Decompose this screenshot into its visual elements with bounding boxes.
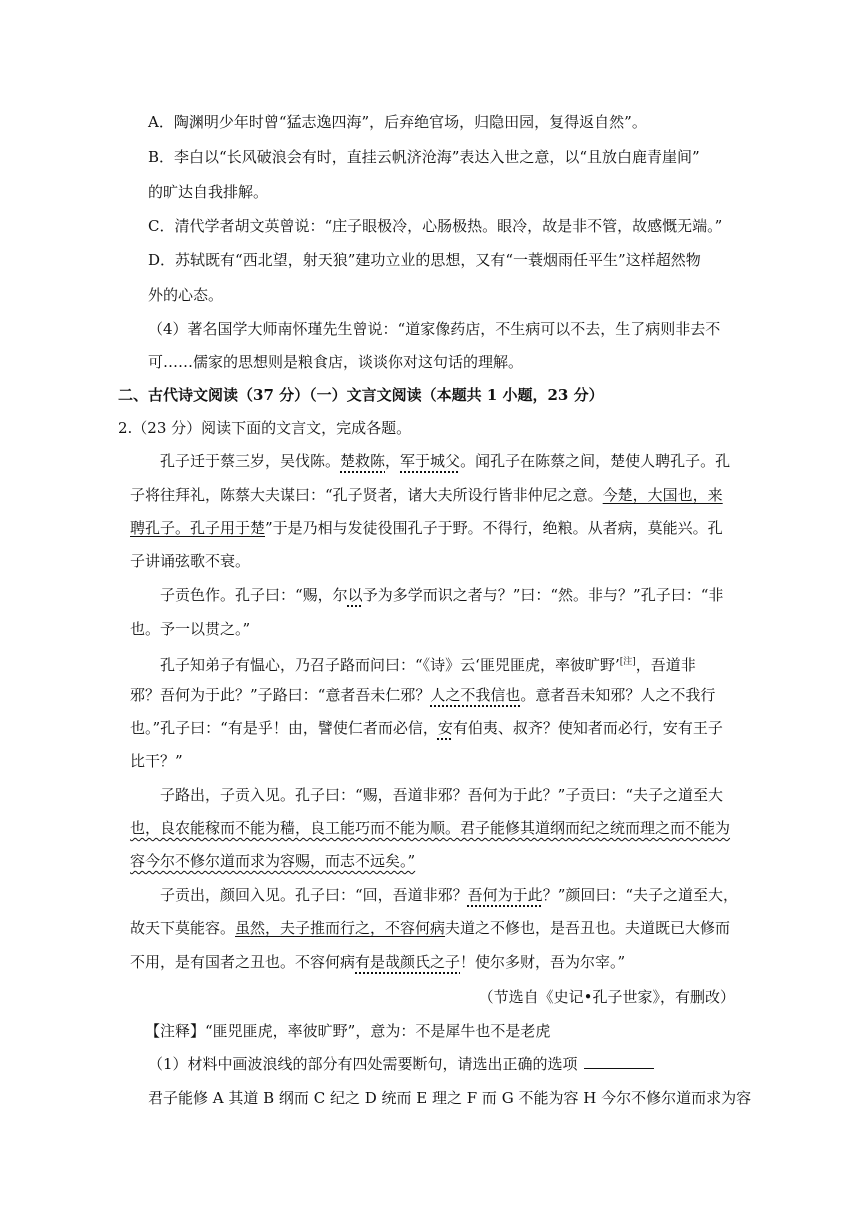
option-b-line1: B．李白以“长风破浪会有时，直挂云帆济沧海”表达入世之意，以“且放白鹿青崖间” (148, 148, 700, 166)
q4-line2: 可……儒家的思想则是粮食店，谈谈你对这句话的理解。 (148, 353, 524, 371)
text: 有伯夷、叔齐？使知者而必行，安有王子 (452, 719, 723, 737)
text: 子贡出，颜回入见。孔子曰：“回，吾道非邪？ (160, 886, 468, 904)
passage-p1-line3 (130, 518, 860, 538)
text: ！使尔多财，吾为尔宰。” (460, 953, 626, 971)
text: 孔子知弟子有愠心，乃召子路而问曰：“《诗》云‘匪兕匪虎，率彼旷野’ (160, 656, 620, 674)
text: 故天下莫能容。 (130, 919, 236, 937)
passage-p1-line1 (160, 451, 860, 471)
text: 。闻孔子在陈蔡之间，楚使人聘孔子。孔 (460, 452, 731, 470)
passage-p4-line2: 也，良农能稼而不能为穑，良工能巧而不能为顺。君子能修其道纲而纪之统而理之而不能为 (130, 819, 731, 837)
underlined-sentence: 今楚，大国也，来 (602, 486, 723, 504)
passage-p2-line1 (160, 585, 860, 605)
section-heading: 二、古代诗文阅读（37 分）（一）文言文阅读（本题共 1 小题，23 分） (118, 386, 604, 404)
subquestion-1 (148, 1054, 860, 1074)
underlined-sentence: 聘孔子。孔子用于楚 (130, 519, 266, 537)
passage-p4-line1: 子路出，子贡入见。孔子曰：“赐，吾道非邪？吾何为于此？”子贡曰：“夫子之道至大 (160, 786, 724, 804)
text: 子将往拜礼，陈蔡大夫谋曰：“孔子贤者，诸大夫所设行皆非仲尼之意。 (130, 486, 603, 504)
text: ， (385, 452, 401, 470)
text: 。意者吾未知邪？人之不我行 (520, 686, 716, 704)
passage-p1-line2 (130, 485, 860, 505)
passage-p5-line3 (130, 952, 860, 972)
text: ”于是乃相与发徒役围孔子于野。不得行，绝粮。从者病，莫能兴。孔 (265, 519, 723, 537)
option-c: C．清代学者胡文英曾说：“庄子眼极冷，心肠极热。眼冷，故是非不管，故感慨无端。” (148, 217, 723, 235)
passage-p3-line2 (130, 685, 860, 705)
text: 孔子迁于蔡三岁，吴伐陈。 (160, 452, 341, 470)
passage-p1-line4: 子讲诵弦歌不衰。 (130, 552, 251, 570)
text: 邪？吾何为于此？”子路曰：“意者吾未仁邪？ (130, 686, 431, 704)
question2-intro: 2.（23 分）阅读下面的文言文，完成各题。 (118, 419, 412, 437)
passage-p5-line1 (160, 885, 860, 905)
passage-p5-line2 (130, 918, 860, 938)
dotted-phrase: 人之不我信也 (430, 686, 521, 704)
option-d-line1: D．苏轼既有“西北望，射天狼”建功立业的思想，又有“一蓑烟雨任平生”这样超然物 (148, 251, 701, 269)
text: ？”颜回曰：“夫子之道至大， (542, 886, 739, 904)
option-b-line2: 的旷达自我排解。 (148, 183, 269, 201)
text: 予为多学而识之者与？”曰：“然。非与？”孔子曰：“非 (362, 586, 724, 604)
passage-p3-line3 (130, 718, 860, 738)
passage-p3-line1 (160, 652, 860, 675)
q4-line1: （4）著名国学大师南怀瑾先生曾说：“道家像药店，不生病可以不去，生了病则非去不 (148, 320, 721, 338)
underlined-sentence: 虽然，夫子推而行之，不容何病 (235, 919, 446, 937)
dotted-phrase: 楚救陈 (340, 452, 386, 470)
dotted-phrase: 有是哉颜氏之子 (355, 953, 461, 971)
passage-p2-line2: 也。予一以贯之。” (130, 620, 251, 638)
text: 不用，是有国者之丑也。不容何病 (130, 953, 356, 971)
dotted-word: 安 (437, 719, 453, 737)
answer-blank[interactable] (584, 1054, 654, 1069)
dotted-phrase: 军于城父 (400, 452, 461, 470)
subquestion-1-options: 君子能修 A 其道 B 纲而 C 纪之 D 统而 E 理之 F 而 G 不能为容 H 今尔不修尔道而求为容 (148, 1089, 752, 1107)
dotted-word: 以 (347, 586, 363, 604)
dotted-phrase: 吾何为于此 (467, 886, 543, 904)
text: 也。”孔子曰：“有是乎！由，譬使仁者而必信， (130, 719, 438, 737)
text: ，吾道非 (635, 656, 696, 674)
option-a: A．陶渊明少年时曾“猛志逸四海”，后弃绝官场，归隐田园，复得返自然”。 (148, 113, 647, 131)
passage-p4-line3: 容今尔不修尔道而求为容赐，而志不远矣。” (130, 852, 416, 870)
footnote-marker: [注] (619, 657, 636, 667)
text: 子贡色作。孔子曰：“赐，尔 (160, 586, 348, 604)
annotation-note: 【注释】“匪兕匪虎，率彼旷野”，意为：不是犀牛也不是老虎 (145, 1022, 551, 1040)
passage-p3-line4: 比干？” (130, 752, 183, 770)
source-citation: （节选自《史记•孔子世家》，有删改） (478, 988, 735, 1006)
option-d-line2: 外的心态。 (148, 286, 224, 304)
subquestion-1-text: （1）材料中画波浪线的部分有四处需要断句，请选出正确的选项 (148, 1055, 578, 1073)
text: 夫道之不修也，是吾丑也。夫道既已大修而 (445, 919, 731, 937)
